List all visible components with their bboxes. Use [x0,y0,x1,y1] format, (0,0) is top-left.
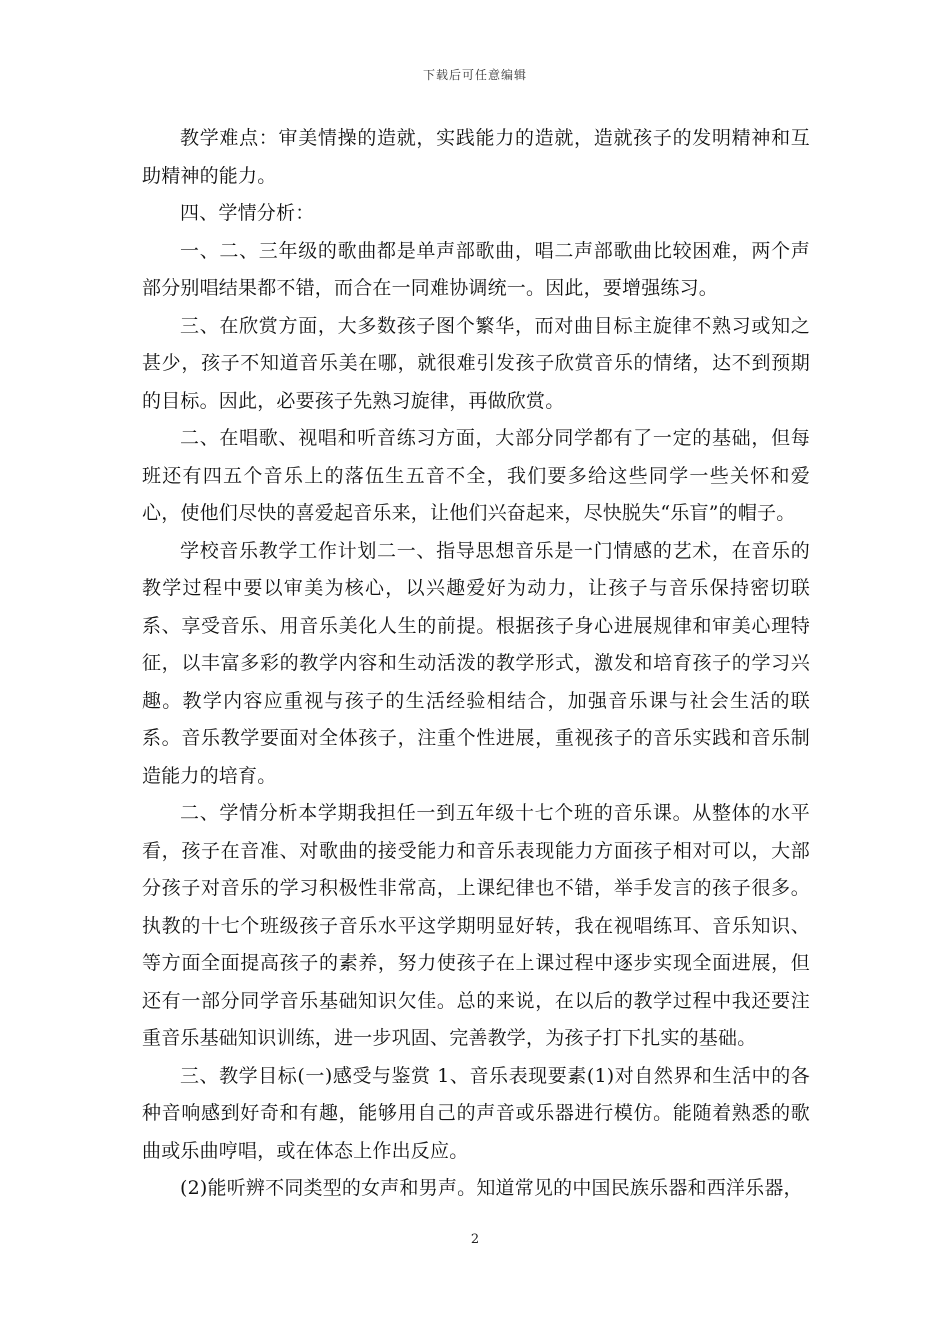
paragraph-singing-practice: 二、在唱歌、视唱和听音练习方面，大部分同学都有了一定的基础，但每班还有四五个音乐上的落伍生五音不全，我们要多给这些同学一些关怀和爱心，使他们尽快的喜爱起音乐来，让他们兴奋起来，尽快脱失“乐盲”的帽子。 [142,427,810,524]
paragraph-two-part-singing: 一、二、三年级的歌曲都是单声部歌曲，唱二声部歌曲比较困难，两个声部分别唱结果都不错，而合在一同难协调统一。因此，要增强练习。 [142,239,810,299]
paragraph-voice-identification: (2)能听辨不同类型的女声和男声。知道常见的中国民族乐器和西洋乐器， [180,1177,803,1199]
paragraph-learning-situation: 二、学情分析本学期我担任一到五年级十七个班的音乐课。从整体的水平看，孩子在音准、对歌曲的接受能力和音乐表现能力方面孩子相对可以，大部分孩子对音乐的学习积极性非常高，上课纪律也不错，举手发言的孩子很多。执教的十七个班级孩子音乐水平这学期明显好转，我在视唱练耳、音乐知识、等方面全面提高孩子的素养，努力使孩子在上课过程中逐步实现全面进展，但还有一部分同学音乐基础知识欠佳。总的来说，在以后的教学过程中我还要注重音乐基础知识训练，进一步巩固、完善教学，为孩子打下扎实的基础。 [142,802,810,1049]
paragraph-teaching-goals: 三、教学目标(一)感受与鉴赏 1、音乐表现要素(1)对自然界和生活中的各种音响感到好奇和有趣，能够用自己的声音或乐器进行模仿。能随着熟悉的歌曲或乐曲哼唱，或在体态上作出反应。 [142,1064,810,1162]
page-header: 下载后可任意编辑 [422,68,527,82]
paragraph-teaching-difficulty: 教学难点：审美情操的造就，实践能力的造就，造就孩子的发明精神和互助精神的能力。 [142,127,810,187]
section-heading-learning-analysis: 四、学情分析： [180,202,315,224]
page-number: 2 [470,1232,480,1247]
paragraph-appreciation: 三、在欣赏方面，大多数孩子图个繁华，而对曲目标主旋律不熟习或知之甚少，孩子不知道音乐美在哪，就很难引发孩子欣赏音乐的情绪，达不到预期的目标。因此，必要孩子先熟习旋律，再做欣赏。 [142,314,810,412]
document-body [142,120,810,1208]
paragraph-guiding-ideology: 学校音乐教学工作计划二一、指导思想音乐是一门情感的艺术，在音乐的教学过程中要以审美为核心，以兴趣爱好为动力，让孩子与音乐保持密切联系、享受音乐、用音乐美化人生的前提。根据孩子身心进展规律和审美心理特征，以丰富多彩的教学内容和生动活泼的教学形式，激发和培育孩子的学习兴趣。教学内容应重视与孩子的生活经验相结合，加强音乐课与社会生活的联系。音乐教学要面对全体孩子，注重个性进展，重视孩子的音乐实践和音乐制造能力的培育。 [142,539,810,787]
